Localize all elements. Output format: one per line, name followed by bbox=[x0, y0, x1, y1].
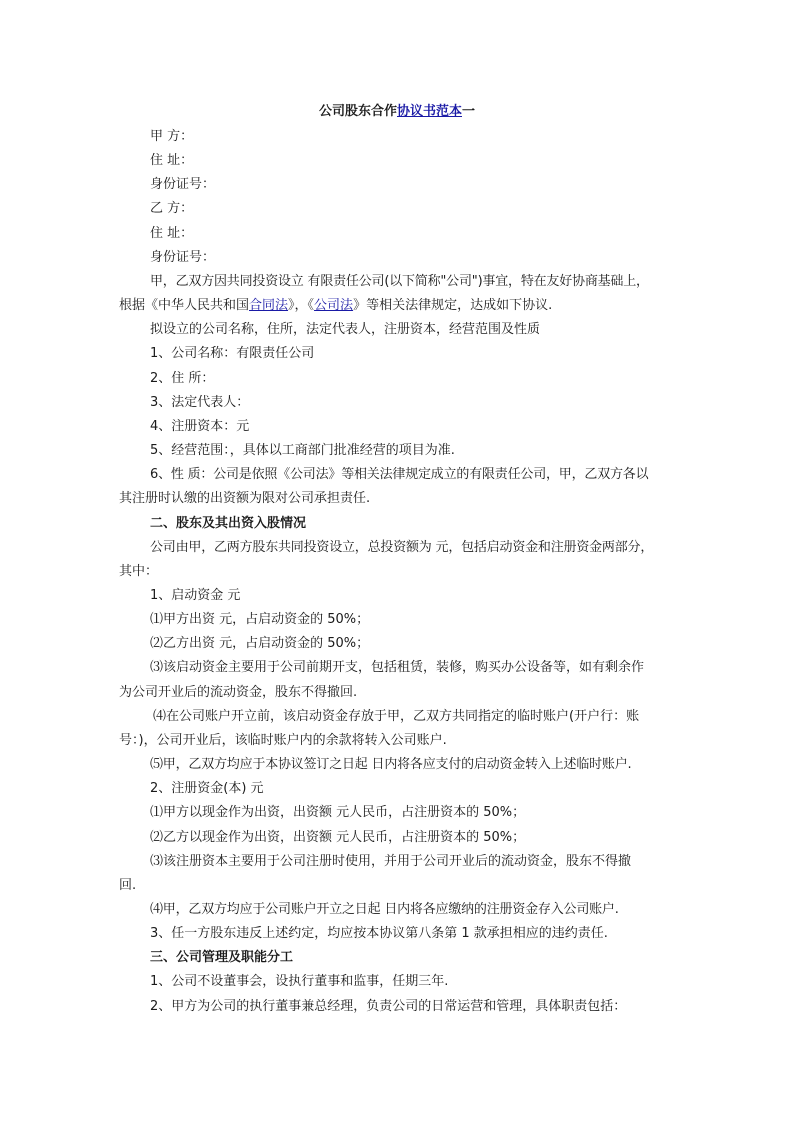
section3-heading: 三、公司管理及职能分工 bbox=[150, 950, 294, 966]
section2-item-2-1: ⑴甲方以现金作为出资，出资额 元人民币，占注册资本的 50%； bbox=[150, 805, 526, 821]
document-body bbox=[119, 125, 689, 1019]
section2-item-3: 3、任一方股东违反上述约定，均应按本协议第八条第 1 款承担相应的违约责任. bbox=[150, 926, 608, 942]
document-title bbox=[0, 102, 794, 122]
intro-text-3: 》等相关法律规定，达成如下协议. bbox=[353, 298, 553, 314]
section2-item-2-3-line2: 回. bbox=[119, 877, 137, 893]
section2-intro-line1: 公司由甲，乙两方股东共同投资设立，总投资额为 元，包括启动资金和注册资金两部分， bbox=[150, 539, 654, 555]
party-a-line: 甲 方： bbox=[150, 129, 194, 144]
section2-item-1: 1、启动资金 元 bbox=[150, 587, 241, 603]
section2-item-1-2: ⑵乙方出资 元，占启动资金的 50%； bbox=[150, 636, 370, 652]
section3-item-1: 1、公司不设董事会，设执行董事和监事，任期三年. bbox=[150, 974, 449, 990]
section1-intro: 拟设立的公司名称，住所，法定代表人，注册资本，经营范围及性质 bbox=[150, 322, 541, 338]
section2-item-1-4-line1: ⑷在公司账户开立前，该启动资金存放于甲，乙双方共同指定的临时账户(开户行：账 bbox=[153, 708, 640, 724]
intro-paragraph-line1: 甲，乙双方因共同投资设立 有限责任公司(以下简称"公司")事宜，特在友好协商基础上， bbox=[150, 273, 649, 289]
section1-item-5: 5、经营范围：，具体以工商部门批准经营的项目为准. bbox=[150, 443, 455, 459]
section1-item-2: 2、住 所： bbox=[150, 370, 215, 386]
section2-item-2-2: ⑵乙方以现金作为出资，出资额 元人民币，占注册资本的 50%； bbox=[150, 829, 526, 845]
section2-item-2: 2、注册资金(本) 元 bbox=[150, 781, 264, 797]
title-prefix: 公司股东合作 bbox=[318, 104, 397, 119]
intro-text-2: 》，《 bbox=[288, 298, 315, 314]
section1-item-6-line1: 6、性 质：公司是依照《公司法》等相关法律规定成立的有限责任公司，甲，乙双方各以 bbox=[150, 467, 649, 483]
section1-item-6-line2: 其注册时认缴的出资额为限对公司承担责任. bbox=[119, 491, 371, 507]
company-law-link[interactable]: 公司法 bbox=[314, 298, 354, 314]
contract-law-link[interactable]: 合同法 bbox=[249, 298, 289, 314]
title-suffix: 一 bbox=[462, 104, 476, 119]
section1-item-1: 1、公司名称：有限责任公司 bbox=[150, 346, 315, 362]
section2-item-1-3-line2: 为公司开业后的流动资金，股东不得撤回. bbox=[119, 684, 358, 700]
section2-item-2-4: ⑷甲，乙双方均应于公司账户开立之日起 日内将各应缴纳的注册资金存入公司账户. bbox=[150, 902, 619, 917]
title-link[interactable]: 协议书范本 bbox=[396, 104, 462, 119]
section1-item-3: 3、法定代表人： bbox=[150, 394, 250, 410]
section2-item-1-1: ⑴甲方出资 元，占启动资金的 50%； bbox=[150, 612, 370, 628]
section3-item-2: 2、甲方为公司的执行董事兼总经理，负责公司的日常运营和管理，具体职责包括： bbox=[150, 998, 627, 1014]
section2-item-1-5: ⑸甲，乙双方均应于本协议签订之日起 日内将各应支付的启动资金转入上述临时账户. bbox=[150, 757, 632, 773]
section2-heading: 二、股东及其出资入股情况 bbox=[150, 515, 307, 531]
section2-item-2-3-line1: ⑶该注册资本主要用于公司注册时使用，并用于公司开业后的流动资金，股东不得撤 bbox=[150, 853, 632, 869]
section1-item-4: 4、注册资本：元 bbox=[150, 418, 250, 434]
address-b-line: 住 址： bbox=[150, 225, 194, 241]
party-b-line: 乙 方： bbox=[150, 201, 194, 217]
section2-item-1-3-line1: ⑶该启动资金主要用于公司前期开支，包括租赁，装修，购买办公设备等，如有剩余作 bbox=[150, 660, 645, 676]
intro-text-1: 根据《中华人民共和国 bbox=[119, 298, 250, 314]
id-number-a-line: 身份证号： bbox=[150, 177, 216, 193]
address-a-line: 住 址： bbox=[150, 153, 194, 169]
section2-intro-line2: 其中： bbox=[119, 563, 159, 579]
section2-item-1-4-line2: 号：)，公司开业后，该临时账户内的余款将转入公司账户. bbox=[119, 732, 447, 748]
id-number-b-line: 身份证号： bbox=[150, 249, 216, 265]
intro-paragraph-line2 bbox=[119, 294, 689, 318]
